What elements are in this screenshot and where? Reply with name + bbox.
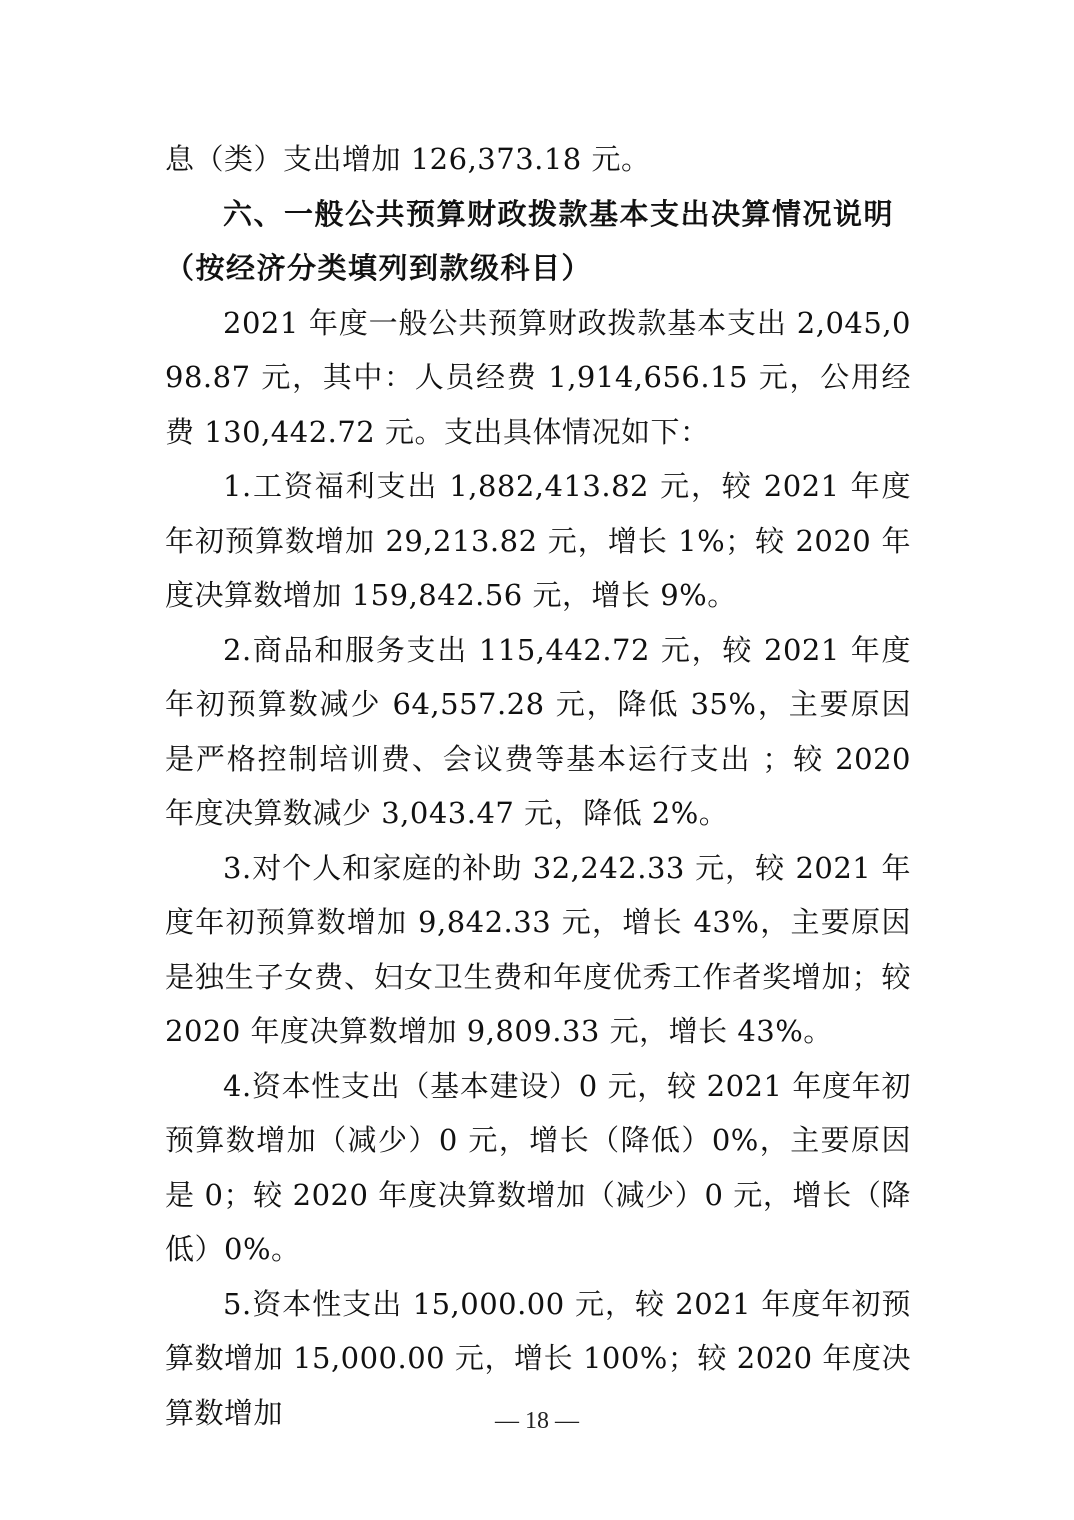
document-body (165, 132, 911, 1440)
paragraph-summary: 2021 年度一般公共预算财政拨款基本支出 2,045,098.87 元，其中：人员经费 1,914,656.15 元，公用经费 130,442.72 元。支出具体情况如下： (165, 305, 911, 449)
page-number: — 18 — (495, 1408, 579, 1434)
paragraph-continuation: 息（类）支出增加 126,373.18 元。 (165, 142, 651, 176)
section-heading: 六、一般公共预算财政拨款基本支出决算情况说明（按经济分类填列到款级科目） (165, 196, 895, 285)
paragraph-item-1: 1.工资福利支出 1,882,413.82 元，较 2021 年度年初预算数增加 29,213.82 元，增长 1%；较 2020 年度决算数增加 159,842.56 元，增长 9%。 (165, 469, 911, 612)
paragraph-item-2: 2.商品和服务支出 115,442.72 元，较 2021 年度年初预算数减少 64,557.28 元，降低 35%，主要原因是严格控制培训费、会议费等基本运行支出 ；较 2020 年度决算数减少 3,043.47 元，降低 2%。 (165, 632, 911, 830)
paragraph-item-5: 5.资本性支出 15,000.00 元，较 2021 年度年初预算数增加 15,000.00 元，增长 100%；较 2020 年度决算数增加 (165, 1286, 911, 1430)
paragraph-item-4: 4.资本性支出（基本建设）0 元，较 2021 年度年初预算数增加（减少）0 元，增长（降低）0%，主要原因是 0；较 2020 年度决算数增加（减少）0 元，增长（降低）0%。 (165, 1068, 911, 1266)
paragraph-item-3: 3.对个人和家庭的补助 32,242.33 元，较 2021 年度年初预算数增加 9,842.33 元，增长 43%，主要原因是独生子女费、妇女卫生费和年度优秀工作者奖增加；较 2020 年度决算数增加 9,809.33 元，增长 43%。 (165, 850, 911, 1048)
